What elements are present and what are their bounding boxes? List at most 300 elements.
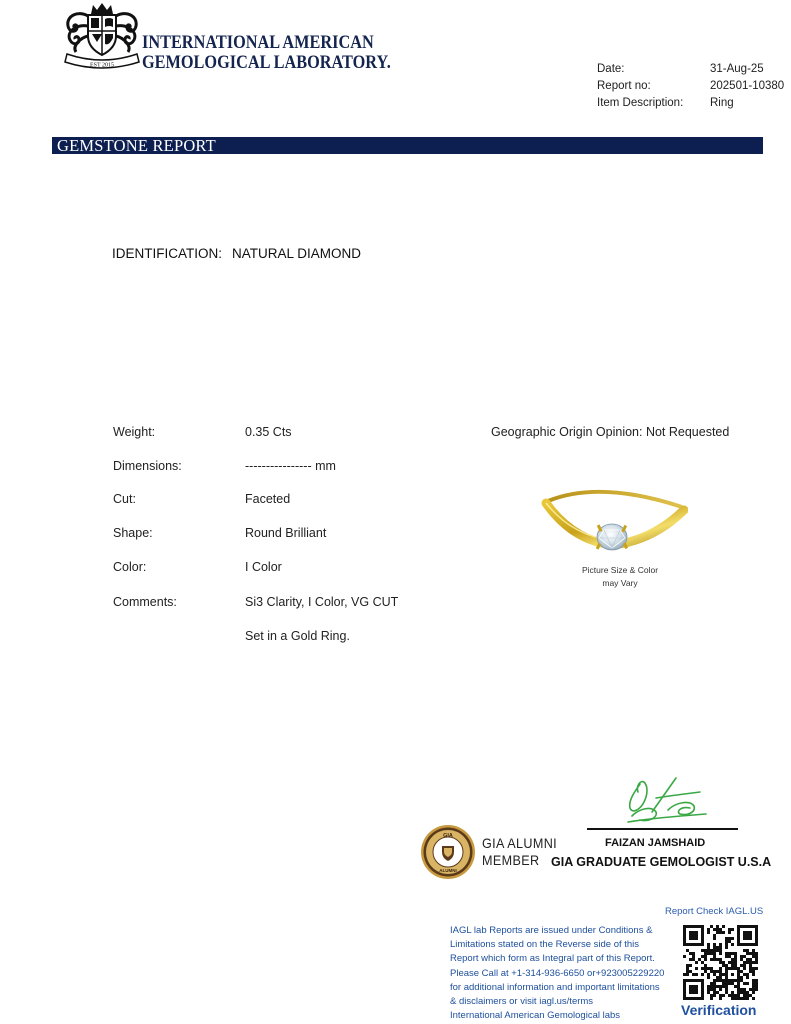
verification-label: Verification — [681, 1002, 757, 1018]
disclaimer-line: for additional information and important limitations — [450, 981, 660, 993]
qr-module — [719, 961, 722, 964]
detail-label: Color: — [113, 560, 147, 574]
qr-module — [713, 943, 716, 946]
qr-module — [722, 985, 725, 988]
qr-module — [731, 943, 734, 946]
qr-module — [740, 955, 743, 958]
disclaimer-line: Report which form as Integral part of this Report. — [450, 953, 655, 965]
qr-module — [728, 952, 731, 955]
qr-module — [704, 955, 707, 958]
qr-module — [716, 976, 719, 979]
qr-module — [722, 925, 725, 928]
detail-value: 0.35 Cts — [245, 425, 292, 439]
qr-module — [683, 943, 686, 946]
qr-module — [719, 997, 722, 1000]
identification-value: NATURAL DIAMOND — [232, 246, 362, 261]
qr-module — [719, 985, 722, 988]
detail-row-weight — [113, 424, 483, 440]
qr-module — [713, 952, 716, 955]
qr-module — [740, 997, 743, 1000]
qr-module — [728, 955, 731, 958]
qr-module — [692, 958, 695, 961]
meta-row-item-description — [597, 95, 791, 112]
qr-module — [725, 985, 728, 988]
qr-module — [749, 961, 752, 964]
qr-module — [707, 985, 710, 988]
detail-label: Weight: — [113, 425, 156, 439]
qr-module — [704, 949, 707, 952]
qr-module — [737, 937, 740, 940]
qr-module — [686, 943, 689, 946]
qr-module — [686, 964, 689, 967]
qr-module — [719, 973, 722, 976]
qr-module — [752, 925, 755, 928]
qr-module — [692, 952, 695, 955]
report-check-heading: Report Check IAGL.US — [665, 906, 764, 917]
qr-module — [731, 937, 734, 940]
qr-module — [731, 964, 734, 967]
qr-module — [701, 991, 704, 994]
qr-module — [743, 937, 746, 940]
qr-module — [737, 973, 740, 976]
qr-module — [692, 985, 695, 988]
qr-module — [728, 982, 731, 985]
lab-name-line1: INTERNATIONAL AMERICAN — [142, 33, 374, 53]
qr-module — [725, 979, 728, 982]
qr-module — [713, 970, 716, 973]
detail-row-comments — [113, 594, 483, 610]
qr-module — [686, 973, 689, 976]
qr-module — [737, 931, 740, 934]
qr-code-icon — [683, 925, 758, 1000]
qr-module — [755, 988, 758, 991]
qr-module — [692, 934, 695, 937]
qr-module — [719, 952, 722, 955]
qr-module — [731, 994, 734, 997]
qr-module — [740, 976, 743, 979]
qr-module — [701, 985, 704, 988]
qr-module — [719, 967, 722, 970]
qr-module — [701, 928, 704, 931]
qr-module — [728, 961, 731, 964]
logo-ribbon-text: EST 2015 — [89, 62, 115, 69]
qr-module — [728, 937, 731, 940]
qr-module — [713, 973, 716, 976]
qr-module — [710, 925, 713, 928]
qr-module — [731, 991, 734, 994]
qr-module — [701, 940, 704, 943]
qr-module — [728, 994, 731, 997]
qr-module — [752, 967, 755, 970]
qr-module — [692, 943, 695, 946]
qr-module — [755, 928, 758, 931]
qr-module — [731, 979, 734, 982]
disclaimer-line: International American Gemological labs — [450, 1010, 621, 1022]
qr-module — [704, 952, 707, 955]
qr-module — [743, 973, 746, 976]
qr-module — [683, 997, 686, 1000]
qr-module — [686, 949, 689, 952]
qr-module — [746, 976, 749, 979]
signatory-name: FAIZAN JAMSHAID — [605, 837, 706, 849]
qr-module — [710, 985, 713, 988]
qr-module — [713, 937, 716, 940]
qr-module — [719, 949, 722, 952]
detail-value: ---------------- mm — [245, 459, 336, 473]
meta-value: 31-Aug-25 — [710, 63, 764, 75]
detail-label: Dimensions: — [113, 459, 182, 473]
qr-module — [689, 979, 692, 982]
qr-module — [716, 970, 719, 973]
qr-module — [686, 979, 689, 982]
qr-module — [728, 967, 731, 970]
qr-module — [719, 976, 722, 979]
qr-module — [719, 988, 722, 991]
qr-module — [722, 979, 725, 982]
qr-module — [752, 985, 755, 988]
qr-module — [722, 994, 725, 997]
qr-module — [725, 943, 728, 946]
qr-module — [689, 991, 692, 994]
disclaimer-line: IAGL lab Reports are issued under Conditions & — [450, 925, 653, 936]
qr-module — [749, 967, 752, 970]
qr-module — [728, 928, 731, 931]
qr-module — [728, 931, 731, 934]
qr-module — [695, 943, 698, 946]
qr-module — [689, 970, 692, 973]
qr-module — [698, 997, 701, 1000]
qr-module — [722, 961, 725, 964]
qr-module — [743, 961, 746, 964]
qr-module — [713, 988, 716, 991]
qr-module — [689, 937, 692, 940]
qr-module — [749, 988, 752, 991]
qr-module — [734, 985, 737, 988]
qr-module — [725, 976, 728, 979]
qr-module — [755, 931, 758, 934]
qr-module — [725, 973, 728, 976]
detail-value: Faceted — [245, 492, 291, 506]
detail-label: Cut: — [113, 492, 136, 506]
qr-module — [713, 979, 716, 982]
disclaimer-line: & disclaimers or visit iagl.us/terms — [450, 995, 594, 1007]
qr-module — [740, 958, 743, 961]
qr-module — [689, 934, 692, 937]
qr-module — [725, 955, 728, 958]
qr-module — [701, 961, 704, 964]
qr-module — [695, 973, 698, 976]
qr-module — [707, 973, 710, 976]
qr-module — [713, 946, 716, 949]
gia-alumni-label — [482, 835, 557, 869]
qr-module — [704, 967, 707, 970]
qr-module — [743, 967, 746, 970]
qr-module — [755, 940, 758, 943]
qr-module — [710, 982, 713, 985]
qr-module — [725, 940, 728, 943]
detail-value: I Color — [245, 560, 282, 574]
qr-module — [707, 988, 710, 991]
qr-module — [740, 964, 743, 967]
qr-module — [731, 928, 734, 931]
qr-module — [740, 943, 743, 946]
meta-value: 202501-10380 — [710, 80, 785, 92]
qr-module — [749, 925, 752, 928]
qr-module — [740, 970, 743, 973]
qr-module — [725, 988, 728, 991]
signature-image — [620, 770, 710, 826]
qr-module — [701, 994, 704, 997]
qr-module — [713, 934, 716, 937]
qr-module — [737, 976, 740, 979]
qr-module — [689, 958, 692, 961]
qr-module — [710, 967, 713, 970]
qr-module — [713, 958, 716, 961]
qr-module — [752, 955, 755, 958]
qr-module — [716, 928, 719, 931]
qr-module — [725, 937, 728, 940]
qr-module — [734, 961, 737, 964]
qr-module — [686, 967, 689, 970]
qr-module — [716, 979, 719, 982]
qr-module — [731, 952, 734, 955]
qr-module — [755, 955, 758, 958]
qr-module — [746, 991, 749, 994]
qr-module — [716, 958, 719, 961]
seal-bottom-text: ALUMNI — [439, 868, 457, 873]
origin-opinion: Geographic Origin Opinion: Not Requested — [491, 425, 730, 439]
qr-module — [737, 988, 740, 991]
qr-module — [698, 943, 701, 946]
qr-module — [701, 988, 704, 991]
qr-module — [683, 928, 686, 931]
meta-row-report-no — [597, 78, 791, 95]
qr-module — [695, 985, 698, 988]
qr-module — [713, 985, 716, 988]
qr-module — [743, 964, 746, 967]
qr-module — [716, 946, 719, 949]
qr-module — [755, 967, 758, 970]
qr-module — [716, 931, 719, 934]
qr-module — [725, 982, 728, 985]
photo-caption — [560, 564, 680, 589]
qr-module — [749, 952, 752, 955]
qr-module — [719, 928, 722, 931]
qr-module — [755, 982, 758, 985]
qr-module — [707, 949, 710, 952]
qr-module — [683, 988, 686, 991]
qr-module — [704, 958, 707, 961]
qr-module — [692, 931, 695, 934]
qr-module — [707, 928, 710, 931]
disclaimer-line: Please Call at +1-314-936-6650 or+923005229220 — [450, 967, 665, 979]
qr-module — [719, 943, 722, 946]
qr-module — [710, 952, 713, 955]
qr-module — [752, 979, 755, 982]
qr-module — [719, 994, 722, 997]
qr-module — [683, 991, 686, 994]
qr-module — [731, 961, 734, 964]
detail-value: Set in a Gold Ring. — [245, 629, 350, 643]
qr-module — [683, 994, 686, 997]
qr-module — [737, 943, 740, 946]
detail-value: Round Brilliant — [245, 526, 327, 540]
qr-module — [752, 988, 755, 991]
qr-module — [689, 925, 692, 928]
qr-module — [749, 931, 752, 934]
detail-label: Shape: — [113, 526, 153, 540]
qr-module — [695, 967, 698, 970]
qr-module — [683, 934, 686, 937]
signatory-title: GIA GRADUATE GEMOLOGIST U.S.A — [551, 855, 772, 869]
qr-module — [713, 991, 716, 994]
qr-module — [683, 931, 686, 934]
qr-module — [755, 952, 758, 955]
qr-module — [692, 997, 695, 1000]
qr-module — [734, 955, 737, 958]
qr-module — [710, 997, 713, 1000]
qr-module — [743, 925, 746, 928]
gia-alumni-line1: GIA ALUMNI — [482, 835, 558, 851]
qr-module — [701, 967, 704, 970]
qr-module — [728, 979, 731, 982]
qr-module — [695, 931, 698, 934]
qr-module — [695, 937, 698, 940]
qr-module — [716, 991, 719, 994]
qr-module — [749, 934, 752, 937]
qr-module — [713, 994, 716, 997]
disclaimer — [450, 924, 675, 1023]
qr-module — [719, 946, 722, 949]
qr-module — [710, 994, 713, 997]
qr-module — [734, 952, 737, 955]
qr-module — [722, 931, 725, 934]
qr-module — [695, 979, 698, 982]
qr-module — [737, 979, 740, 982]
qr-module — [701, 937, 704, 940]
qr-module — [683, 973, 686, 976]
qr-module — [749, 994, 752, 997]
qr-module — [707, 931, 710, 934]
qr-module — [752, 997, 755, 1000]
qr-module — [740, 979, 743, 982]
qr-module — [755, 961, 758, 964]
gia-alumni-line2: MEMBER — [482, 852, 540, 868]
qr-module — [719, 979, 722, 982]
qr-module — [752, 949, 755, 952]
lab-name-line2: GEMOLOGICAL LABORATORY. — [142, 53, 391, 73]
qr-module — [701, 925, 704, 928]
qr-module — [692, 925, 695, 928]
qr-module — [746, 952, 749, 955]
qr-module — [725, 964, 728, 967]
qr-module — [695, 991, 698, 994]
qr-module — [707, 946, 710, 949]
qr-module — [734, 979, 737, 982]
qr-module — [734, 964, 737, 967]
qr-module — [752, 991, 755, 994]
qr-module — [695, 988, 698, 991]
identification-label: IDENTIFICATION: — [112, 246, 222, 261]
qr-module — [746, 982, 749, 985]
qr-module — [695, 961, 698, 964]
qr-module — [746, 961, 749, 964]
qr-module — [689, 964, 692, 967]
identification — [112, 245, 361, 263]
qr-module — [713, 928, 716, 931]
qr-module — [725, 967, 728, 970]
qr-module — [746, 943, 749, 946]
qr-module — [755, 958, 758, 961]
detail-row-color — [113, 559, 483, 575]
qr-module — [752, 961, 755, 964]
qr-module — [683, 979, 686, 982]
qr-module — [737, 982, 740, 985]
qr-module — [743, 994, 746, 997]
qr-module — [734, 958, 737, 961]
detail-row-dimensions — [113, 458, 483, 474]
qr-module — [710, 949, 713, 952]
qr-module — [743, 982, 746, 985]
qr-module — [746, 934, 749, 937]
detail-row-shape — [113, 525, 483, 541]
qr-module — [692, 973, 695, 976]
qr-module — [743, 991, 746, 994]
qr-module — [746, 937, 749, 940]
meta-row-date — [597, 61, 791, 78]
qr-module — [737, 991, 740, 994]
qr-module — [737, 967, 740, 970]
qr-module — [734, 967, 737, 970]
qr-module — [743, 988, 746, 991]
qr-module — [749, 943, 752, 946]
qr-module — [701, 943, 704, 946]
qr-module — [737, 925, 740, 928]
qr-module — [749, 958, 752, 961]
qr-module — [722, 973, 725, 976]
qr-module — [731, 958, 734, 961]
qr-module — [707, 967, 710, 970]
qr-module — [701, 973, 704, 976]
qr-module — [710, 970, 713, 973]
qr-module — [743, 934, 746, 937]
qr-module — [689, 952, 692, 955]
qr-module — [728, 940, 731, 943]
qr-module — [722, 964, 725, 967]
qr-module — [749, 970, 752, 973]
qr-module — [713, 955, 716, 958]
qr-module — [722, 982, 725, 985]
qr-module — [683, 925, 686, 928]
qr-module — [695, 934, 698, 937]
qr-module — [752, 982, 755, 985]
banner-title: GEMSTONE REPORT — [57, 136, 216, 155]
qr-module — [701, 934, 704, 937]
qr-module — [707, 943, 710, 946]
qr-module — [755, 934, 758, 937]
qr-module — [725, 991, 728, 994]
qr-module — [749, 937, 752, 940]
report-banner — [52, 137, 763, 154]
qr-module — [746, 997, 749, 1000]
qr-module — [701, 949, 704, 952]
qr-module — [689, 931, 692, 934]
meta-label: Item Description: — [597, 97, 684, 109]
qr-module — [752, 943, 755, 946]
qr-module — [746, 931, 749, 934]
photo-caption-line2: may Vary — [602, 577, 638, 588]
qr-module — [707, 952, 710, 955]
